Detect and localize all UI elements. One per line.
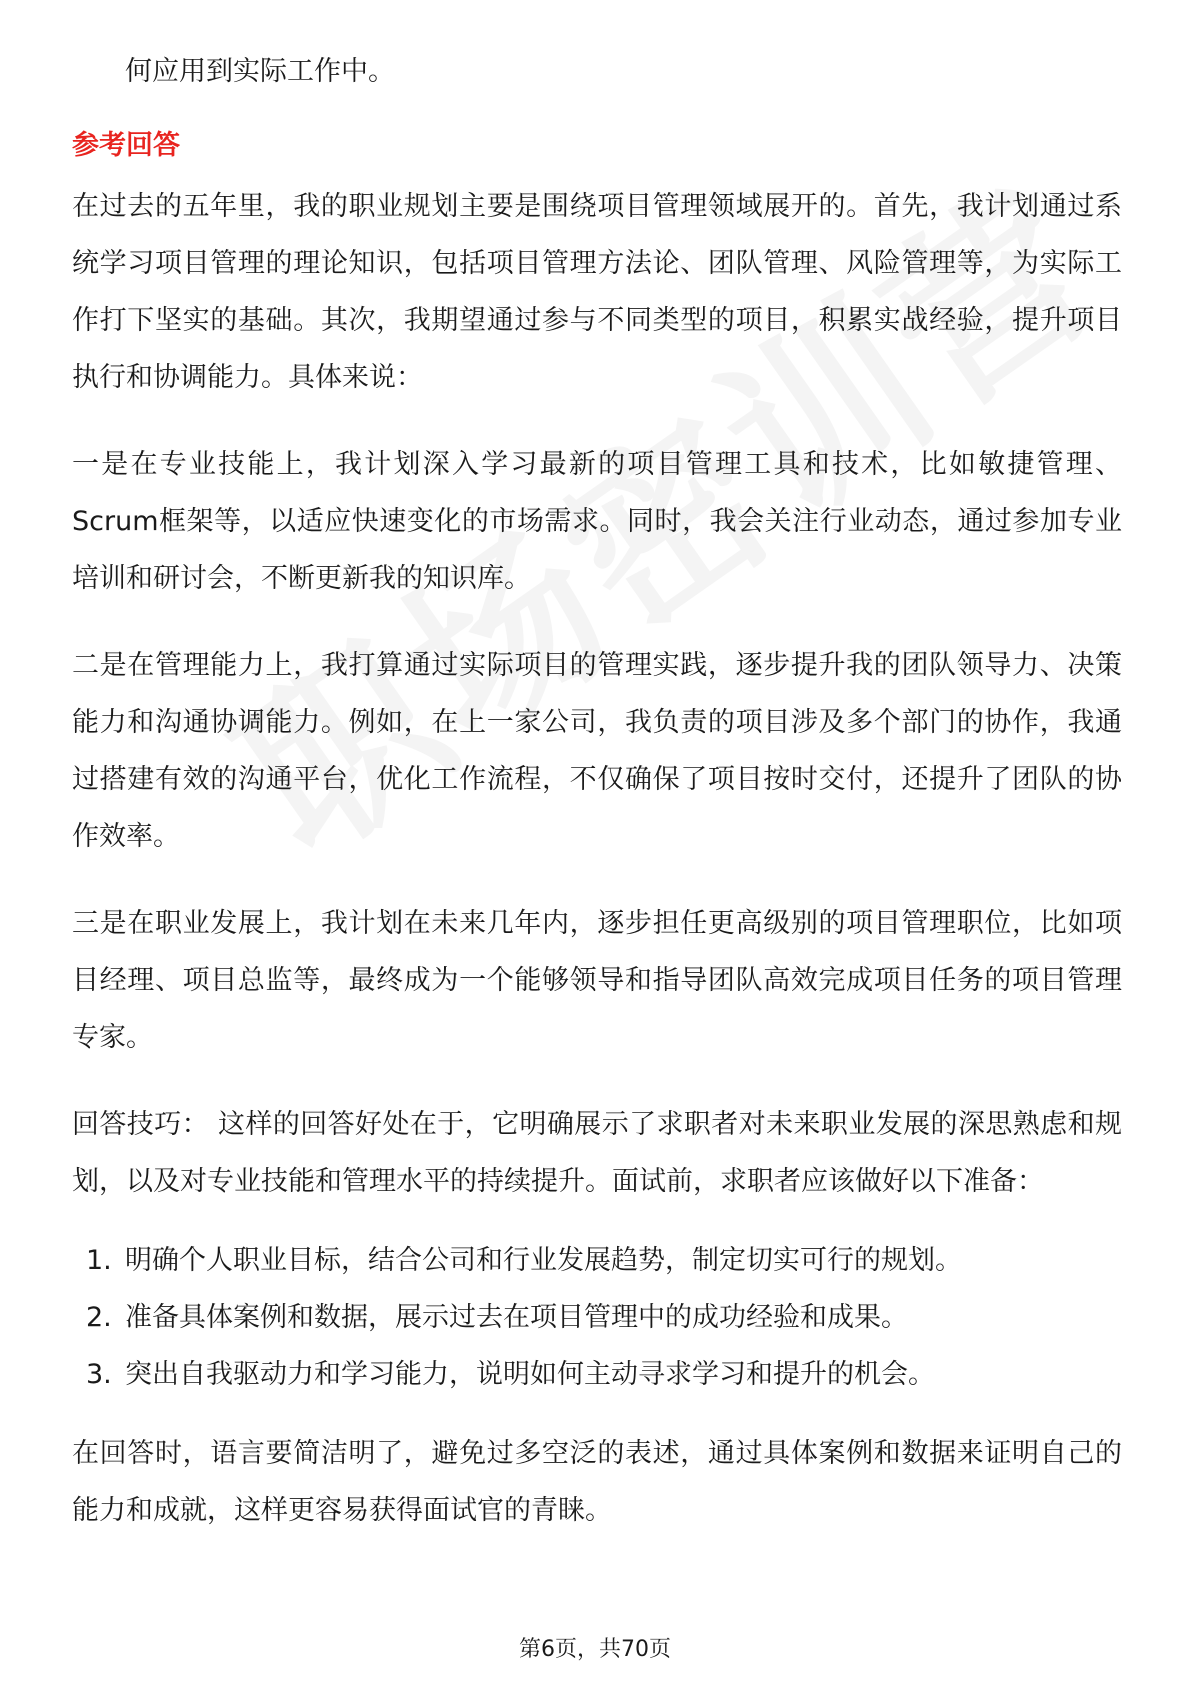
page-number: 第6页，共70页: [519, 1637, 671, 1662]
list-item-number: 1.: [86, 1245, 112, 1276]
answer-paragraph-management: 二是在管理能力上，我打算通过实际项目的管理实践，逐步提升我的团队领导力、决策能力和沟通协调能力。例如，在上一家公司，我负责的项目涉及多个部门的协作，我通过搭建有效的沟通平台，优化工作流程，不仅确保了项目按时交付，还提升了团队的协作效率。: [72, 650, 1122, 852]
intro-continuation: 何应用到实际工作中。: [125, 56, 395, 87]
list-item: [72, 1289, 1122, 1346]
list-item-number: 2.: [86, 1302, 112, 1333]
answer-paragraph-overview: 在过去的五年里，我的职业规划主要是围绕项目管理领域展开的。首先，我计划通过系统学习项目管理的理论知识，包括项目管理方法论、团队管理、风险管理等，为实际工作打下坚实的基础。其次，我期望通过参与不同类型的项目，积累实战经验，提升项目执行和协调能力。具体来说：: [72, 191, 1122, 393]
preparation-list: [72, 1232, 1122, 1403]
list-item-number: 3.: [86, 1359, 112, 1390]
answer-paragraph-career: 三是在职业发展上，我计划在未来几年内，逐步担任更高级别的项目管理职位，比如项目经理、项目总监等，最终成为一个能够领导和指导团队高效完成项目任务的项目管理专家。: [72, 908, 1122, 1053]
document-body: [72, 44, 1122, 1539]
list-item-text: 明确个人职业目标，结合公司和行业发展趋势，制定切实可行的规划。: [125, 1245, 962, 1276]
closing-paragraph: 在回答时，语言要简洁明了，避免过多空泛的表述，通过具体案例和数据来证明自己的能力和成就，这样更容易获得面试官的青睐。: [72, 1438, 1122, 1526]
list-item-text: 突出自我驱动力和学习能力，说明如何主动寻求学习和提升的机会。: [125, 1359, 935, 1390]
answer-paragraph-skills: 一是在专业技能上，我计划深入学习最新的项目管理工具和技术，比如敏捷管理、Scrum框架等，以适应快速变化的市场需求。同时，我会关注行业动态，通过参加专业培训和研讨会，不断更新我的知识库。: [72, 449, 1122, 594]
list-item-text: 准备具体案例和数据，展示过去在项目管理中的成功经验和成果。: [125, 1302, 908, 1333]
answer-tips-paragraph: 回答技巧： 这样的回答好处在于，它明确展示了求职者对未来职业发展的深思熟虑和规划，以及对专业技能和管理水平的持续提升。面试前，求职者应该做好以下准备：: [72, 1109, 1122, 1197]
list-item: [72, 1232, 1122, 1289]
list-item: [72, 1346, 1122, 1403]
reference-answer-heading: 参考回答: [72, 130, 180, 161]
